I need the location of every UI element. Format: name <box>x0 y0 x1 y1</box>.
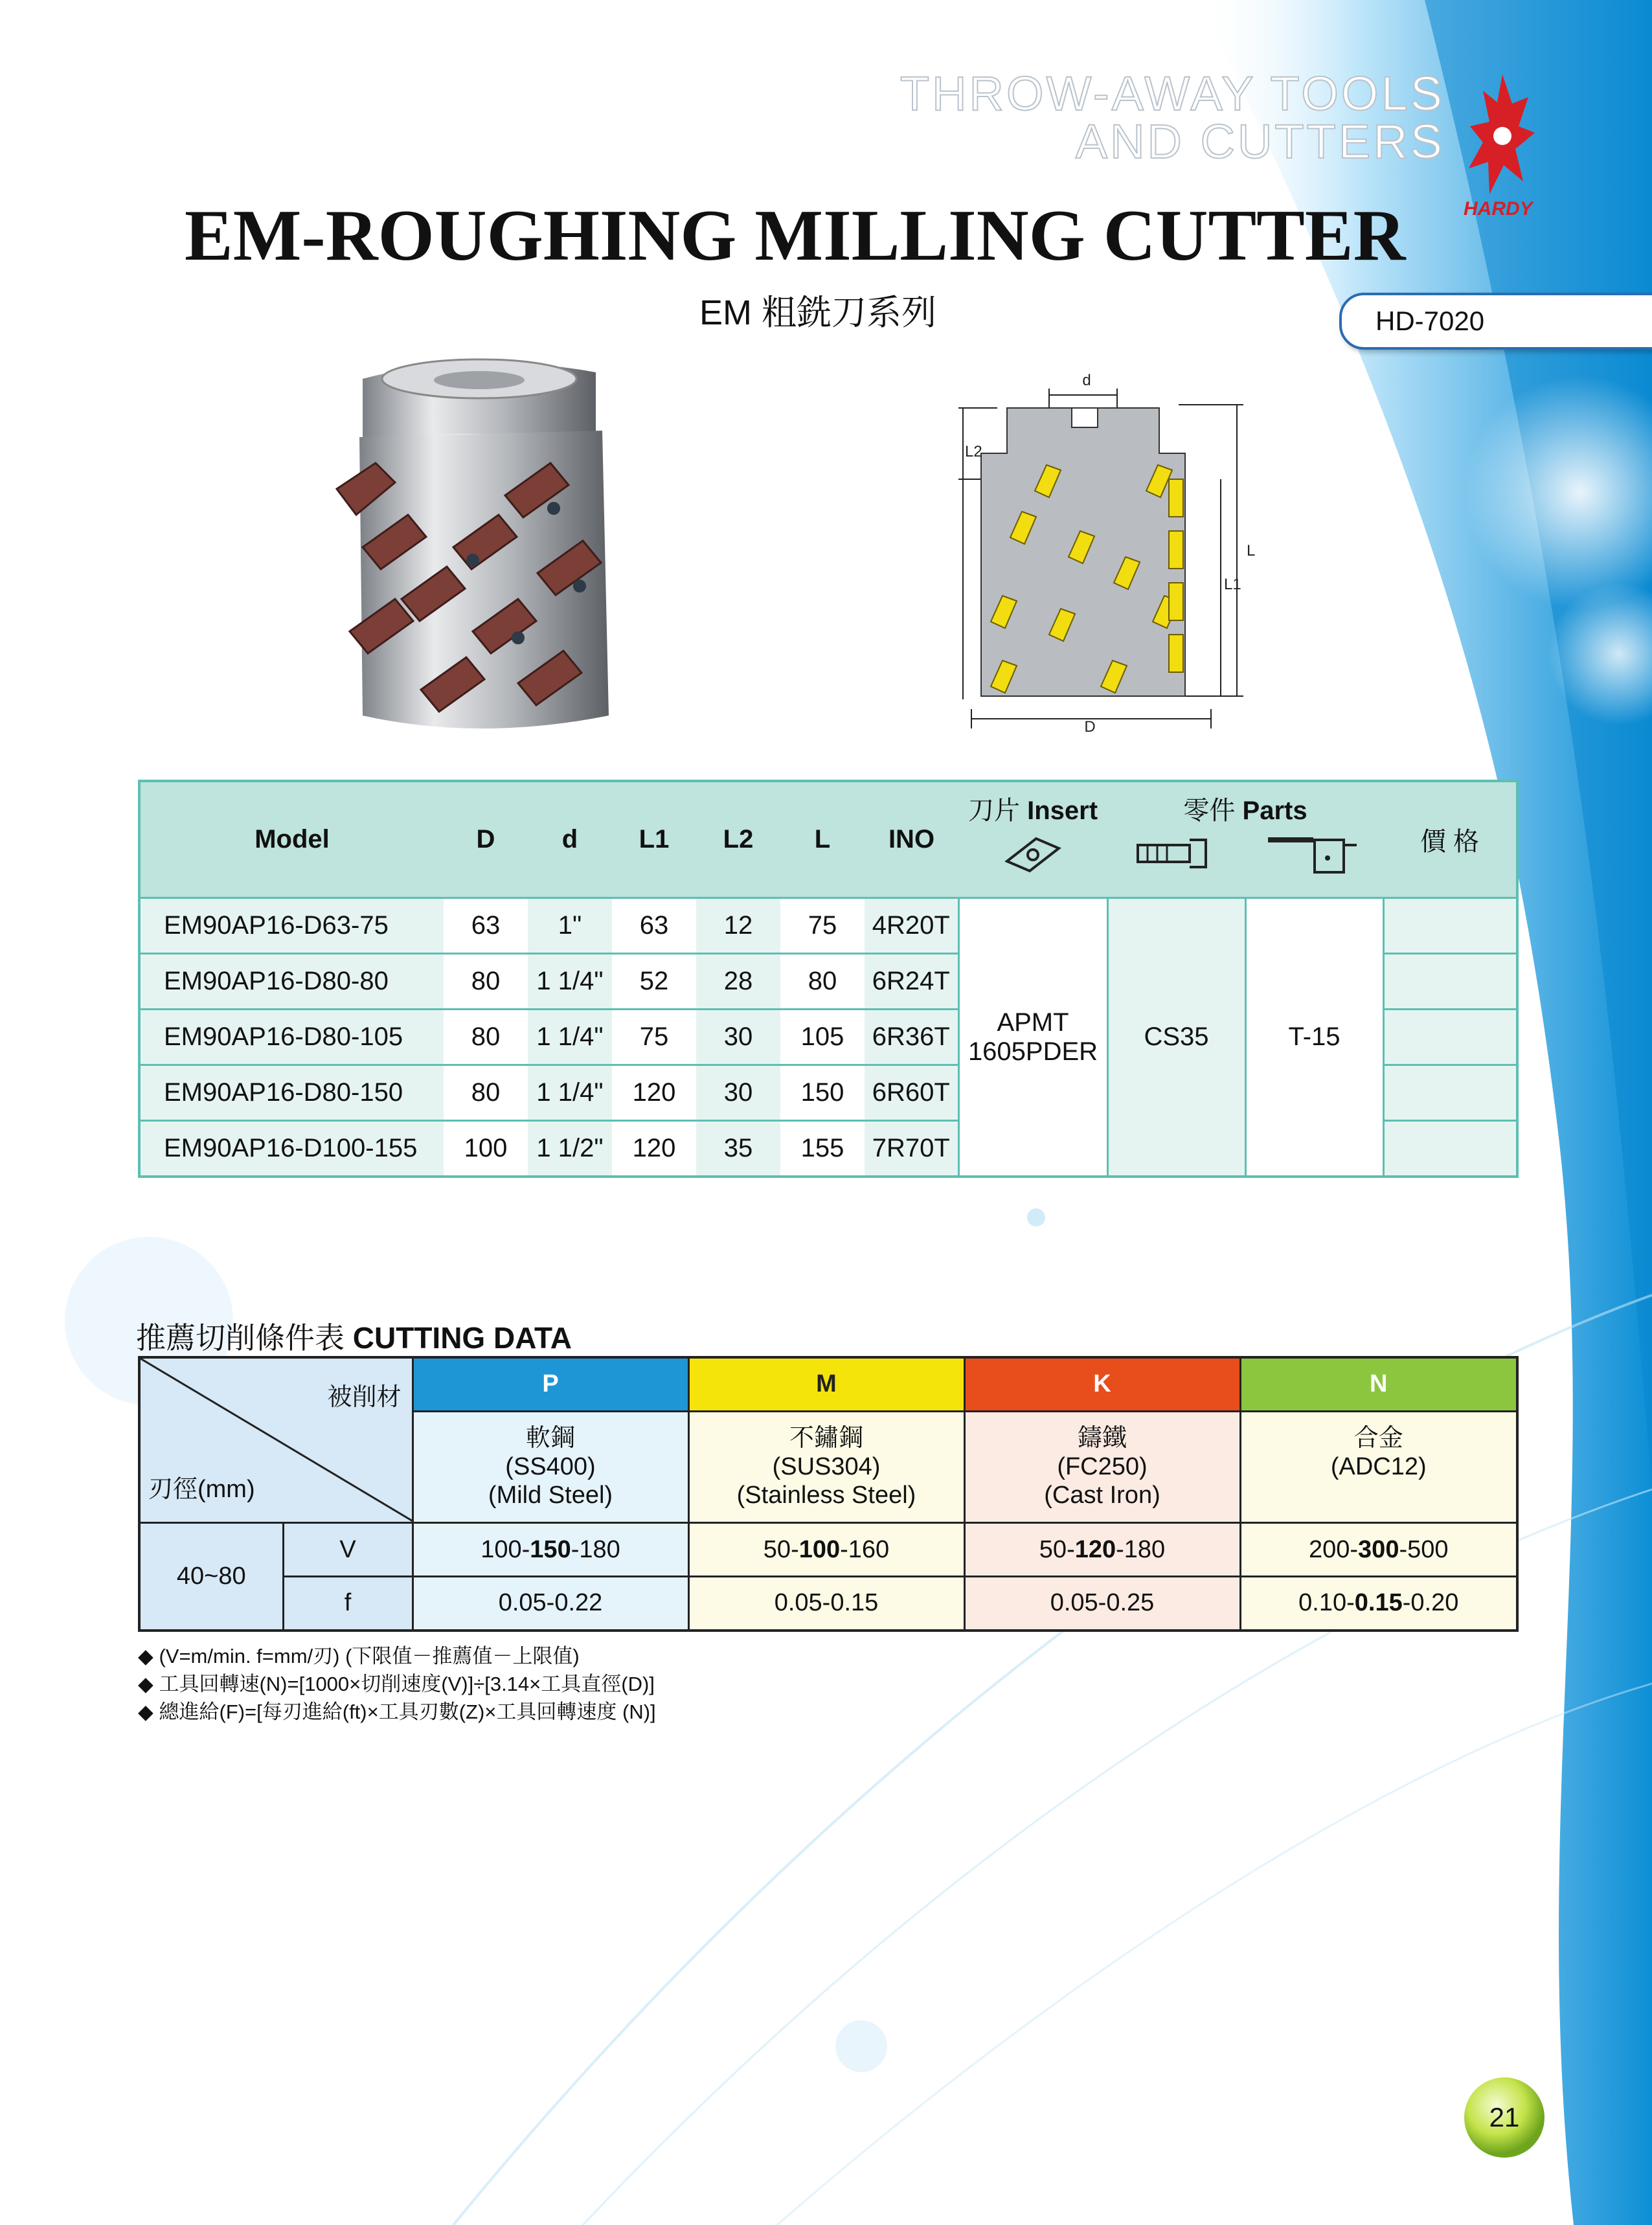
insert-value-line2: 1605PDER <box>967 1037 1098 1066</box>
cell-INO: 6R36T <box>865 1010 958 1065</box>
cell-INO: 6R60T <box>865 1065 958 1121</box>
cell-D: 63 <box>444 898 528 954</box>
cell-D: 80 <box>444 954 528 1010</box>
corner-bottom-label: 刃徑(mm) <box>148 1476 255 1503</box>
cell-L2: 28 <box>696 954 780 1010</box>
cell-D: 80 <box>444 1065 528 1121</box>
feed-high: -0.20 <box>1402 1589 1459 1617</box>
cutting-data-table <box>138 1356 1519 1632</box>
speed-high: -500 <box>1399 1535 1449 1563</box>
col-L1: L1 <box>612 781 696 898</box>
material-P <box>413 1411 688 1522</box>
page-title: EM-ROUGHING MILLING CUTTER <box>185 196 1406 276</box>
dim-label-L: L <box>1247 542 1256 559</box>
cell-model: EM90AP16-D80-80 <box>139 954 444 1010</box>
feed-P: 0.05-0.22 <box>413 1577 688 1631</box>
cell-d: 1 1/2" <box>528 1121 612 1177</box>
speed-low: 50- <box>763 1535 799 1563</box>
material-name-cn: 合金 <box>1353 1424 1403 1452</box>
parts-label-cn: 零件 <box>1183 796 1236 825</box>
speed-low: 200- <box>1308 1535 1359 1563</box>
cutting-data-title <box>136 1315 572 1357</box>
speed-recommended: 150 <box>530 1535 571 1563</box>
speed-M <box>688 1523 964 1577</box>
cell-INO: 6R24T <box>865 954 958 1010</box>
torx-key-icon <box>1263 833 1360 879</box>
parts-label-en: Parts <box>1242 796 1307 825</box>
series-heading-line2: AND CUTTERS <box>1075 115 1445 168</box>
cell-d: 1" <box>528 898 612 954</box>
col-model: Model <box>139 781 444 898</box>
material-K <box>964 1411 1240 1522</box>
speed-recommended: 300 <box>1358 1535 1399 1563</box>
col-L2: L2 <box>696 781 780 898</box>
material-grade: (SS400) <box>505 1452 596 1480</box>
group-code-row <box>139 1357 1517 1411</box>
cell-d: 1 1/4" <box>528 954 612 1010</box>
row-label-V: V <box>283 1523 413 1577</box>
hardy-logo <box>1464 71 1541 227</box>
cell-INO: 4R20T <box>865 898 958 954</box>
spec-table <box>138 780 1519 1178</box>
cell-model: EM90AP16-D63-75 <box>139 898 444 954</box>
table-row <box>139 898 1517 954</box>
cell-model: EM90AP16-D100-155 <box>139 1121 444 1177</box>
spec-header-row <box>139 781 1517 898</box>
feed-M: 0.05-0.15 <box>688 1577 964 1631</box>
group-P: P <box>413 1357 688 1411</box>
speed-low: 100- <box>481 1535 530 1563</box>
footnote-2: ◆ 工具回轉速(N)=[1000×切削速度(V)]÷[3.14×工具直徑(D)] <box>138 1673 655 1695</box>
dim-label-D: D <box>1084 718 1096 736</box>
cell-L: 75 <box>780 898 865 954</box>
corner-top-label: 被削材 <box>327 1384 402 1411</box>
speed-K <box>964 1523 1240 1577</box>
col-D: D <box>444 781 528 898</box>
cell-parts-key: T-15 <box>1245 898 1383 1177</box>
speed-recommended: 100 <box>798 1535 841 1563</box>
cell-L: 80 <box>780 954 865 1010</box>
cell-L1: 75 <box>612 1010 696 1065</box>
speed-high: -180 <box>571 1535 620 1563</box>
material-name-cn: 軟鋼 <box>525 1424 575 1452</box>
speed-high: -160 <box>840 1535 890 1563</box>
cell-D: 100 <box>444 1121 528 1177</box>
cell-insert-value <box>958 898 1107 1177</box>
material-grade: (SUS304) <box>772 1452 881 1480</box>
material-grade: (ADC12) <box>1330 1452 1427 1480</box>
cell-L: 150 <box>780 1065 865 1121</box>
group-K: K <box>964 1357 1240 1411</box>
cell-INO: 7R70T <box>865 1121 958 1177</box>
technical-drawing <box>952 363 1276 738</box>
cutting-data-title-en: CUTTING DATA <box>352 1321 572 1355</box>
product-code-badge <box>1339 293 1652 350</box>
speed-P <box>413 1523 688 1577</box>
material-name-en: (Cast Iron) <box>1044 1481 1160 1509</box>
col-d: d <box>528 781 612 898</box>
cell-L2: 30 <box>696 1010 780 1065</box>
cell-price <box>1383 898 1517 954</box>
hardy-logo-mark <box>1464 71 1541 207</box>
diameter-range: 40~80 <box>139 1523 283 1631</box>
col-insert <box>958 781 1107 898</box>
insert-label-cn: 刀片 <box>967 796 1020 825</box>
cell-L: 105 <box>780 1010 865 1065</box>
insert-label-en: Insert <box>1027 796 1098 825</box>
material-name-en: (Stainless Steel) <box>736 1481 916 1509</box>
feed-row <box>139 1577 1517 1631</box>
corner-cell <box>139 1357 413 1523</box>
speed-high: -180 <box>1116 1535 1166 1563</box>
speed-low: 50- <box>1039 1535 1075 1563</box>
cell-L2: 12 <box>696 898 780 954</box>
cell-price <box>1383 1010 1517 1065</box>
series-heading-line1: THROW-AWAY TOOLS <box>900 67 1445 120</box>
cell-model: EM90AP16-D80-105 <box>139 1010 444 1065</box>
insert-icon <box>997 832 1069 877</box>
product-code: HD-7020 <box>1375 306 1485 336</box>
cell-L1: 52 <box>612 954 696 1010</box>
feed-low: 0.10- <box>1298 1589 1355 1617</box>
cell-L: 155 <box>780 1121 865 1177</box>
cell-L1: 120 <box>612 1065 696 1121</box>
cell-parts-screw: CS35 <box>1107 898 1245 1177</box>
col-L: L <box>780 781 865 898</box>
dim-label-d: d <box>1082 372 1091 389</box>
page-number: 21 <box>1489 2102 1520 2132</box>
cell-D: 80 <box>444 1010 528 1065</box>
cell-price <box>1383 954 1517 1010</box>
insert-value-line1: APMT <box>997 1008 1069 1037</box>
cell-price <box>1383 1121 1517 1177</box>
cutting-data-title-cn: 推薦切削條件表 <box>136 1321 345 1355</box>
feed-N <box>1240 1577 1517 1631</box>
row-label-f: f <box>283 1577 413 1631</box>
cell-d: 1 1/4" <box>528 1010 612 1065</box>
group-M: M <box>688 1357 964 1411</box>
cell-L1: 63 <box>612 898 696 954</box>
col-price: 價 格 <box>1383 781 1517 898</box>
cell-L2: 35 <box>696 1121 780 1177</box>
footnote-3: ◆ 總進給(F)=[每刃進給(ft)×工具刃數(Z)×工具回轉速度 (N)] <box>138 1700 656 1723</box>
col-parts <box>1107 781 1383 898</box>
speed-recommended: 120 <box>1074 1535 1116 1563</box>
material-N <box>1240 1411 1517 1522</box>
material-name-cn: 不鏽鋼 <box>789 1424 863 1452</box>
material-M <box>688 1411 964 1522</box>
cell-L1: 120 <box>612 1121 696 1177</box>
feed-K: 0.05-0.25 <box>964 1577 1240 1631</box>
dim-label-L1: L1 <box>1224 576 1241 593</box>
speed-N <box>1240 1523 1517 1577</box>
screw-icon <box>1131 833 1216 872</box>
product-photo <box>324 353 622 764</box>
footnote-1: ◆ (V=m/min. f=mm/刃) (下限值－推薦值－上限值) <box>138 1645 580 1667</box>
feed-recommended: 0.15 <box>1354 1589 1403 1617</box>
dim-label-L2: L2 <box>965 443 982 460</box>
material-grade: (FC250) <box>1057 1452 1148 1480</box>
group-N: N <box>1240 1357 1517 1411</box>
speed-row <box>139 1523 1517 1577</box>
cell-d: 1 1/4" <box>528 1065 612 1121</box>
material-name-cn: 鑄鐵 <box>1077 1424 1127 1452</box>
cell-model: EM90AP16-D80-150 <box>139 1065 444 1121</box>
col-INO: INO <box>865 781 958 898</box>
cell-L2: 30 <box>696 1065 780 1121</box>
hardy-logo-text: HARDY <box>1464 198 1533 220</box>
material-name-en: (Mild Steel) <box>488 1481 613 1509</box>
cell-price <box>1383 1065 1517 1121</box>
page-subtitle: EM 粗銑刀系列 <box>699 293 937 332</box>
